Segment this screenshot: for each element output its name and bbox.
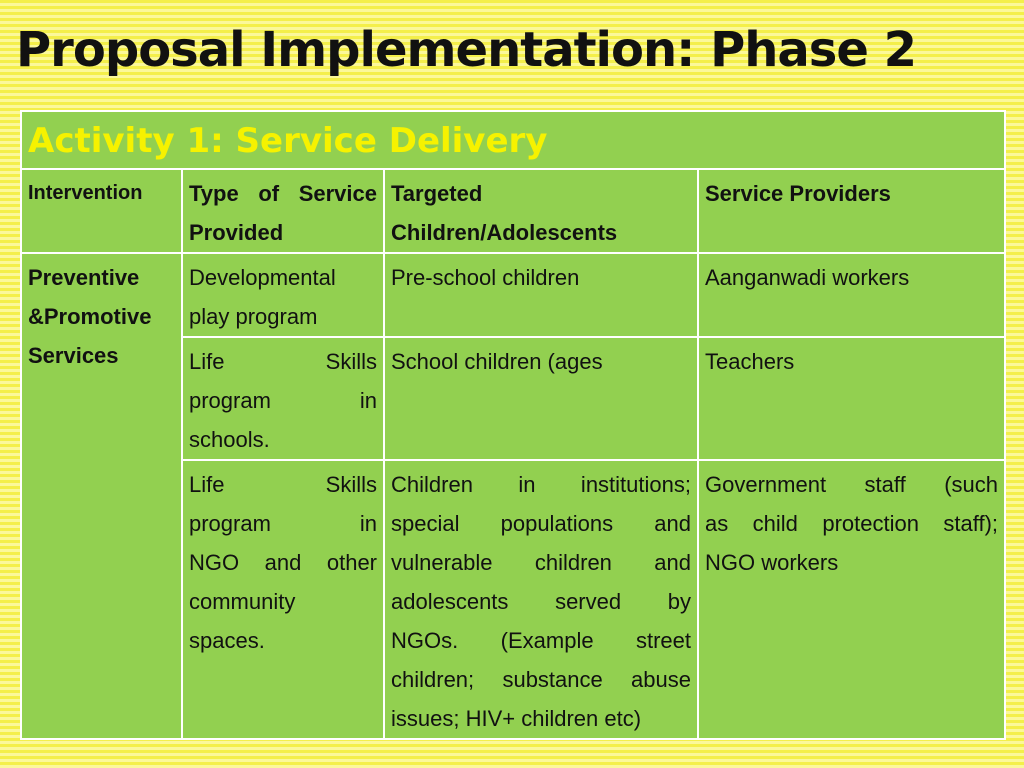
type-cell-2-line-2: program in [189,388,377,413]
intervention-cell [21,253,182,739]
type-cell-2 [182,337,384,460]
targeted-cell-2 [384,337,698,460]
header-intervention: Intervention [21,169,182,253]
header-row [21,169,1005,253]
targeted-cell-3-line-3: vulnerable children and [391,550,691,575]
header-type-line-1: Type of Service [189,181,377,206]
header-type-line-2: Provided [189,220,284,245]
intervention-line-2: &Promotive [28,304,152,329]
targeted-cell-3-line-2: special populations and [391,511,691,536]
targeted-cell-3-line-5: NGOs. (Example street [391,628,691,653]
intervention-line-1: Preventive [28,265,140,290]
type-cell-3 [182,460,384,739]
type-cell-3-line-4: community [189,589,296,614]
provider-cell-3-line-3: NGO workers [705,550,839,575]
provider-cell-3-line-1: Government staff (such [705,472,999,497]
activity-title-row [21,111,1005,169]
provider-cell-3-line-2: as child protection staff); [705,511,999,536]
header-targeted-line-1: Targeted [391,181,483,206]
header-service-providers: Service Providers [698,169,1005,253]
type-cell-3-line-3: NGO and other [189,550,377,575]
provider-cell-2 [698,337,1005,460]
targeted-cell-3-line-1: Children in institutions; [391,472,691,497]
type-cell-3-line-5: spaces. [189,628,265,653]
type-cell-3-line-2: program in [189,511,377,536]
type-cell-1-line-1: Developmental [189,265,336,290]
type-cell-2-line-1: Life Skills [189,349,377,374]
targeted-cell-1-line-1: Pre-school children [391,265,580,290]
activity-title: Activity 1: Service Delivery [21,111,1005,169]
provider-cell-1 [698,253,1005,337]
slide-title: Proposal Implementation: Phase 2 [16,22,917,78]
provider-cell-1-line-1: Aanganwadi workers [705,265,910,290]
targeted-cell-3 [384,460,698,739]
type-cell-1-line-2: play program [189,304,318,329]
type-cell-2-line-3: schools. [189,427,270,452]
targeted-cell-3-line-7: issues; HIV+ children etc) [391,706,642,731]
header-type-of-service [182,169,384,253]
type-cell-1 [182,253,384,337]
intervention-line-3: Services [28,343,119,368]
targeted-cell-3-line-6: children; substance abuse [391,667,691,692]
table-row [21,253,1005,337]
provider-cell-2-line-1: Teachers [705,349,795,374]
provider-cell-3 [698,460,1005,739]
header-targeted-line-2: Children/Adolescents [391,220,618,245]
targeted-cell-1 [384,253,698,337]
service-delivery-table [20,110,1006,740]
type-cell-3-line-1: Life Skills [189,472,377,497]
targeted-cell-3-line-4: adolescents served by [391,589,691,614]
header-targeted [384,169,698,253]
targeted-cell-2-line-1: School children (ages [391,349,603,374]
